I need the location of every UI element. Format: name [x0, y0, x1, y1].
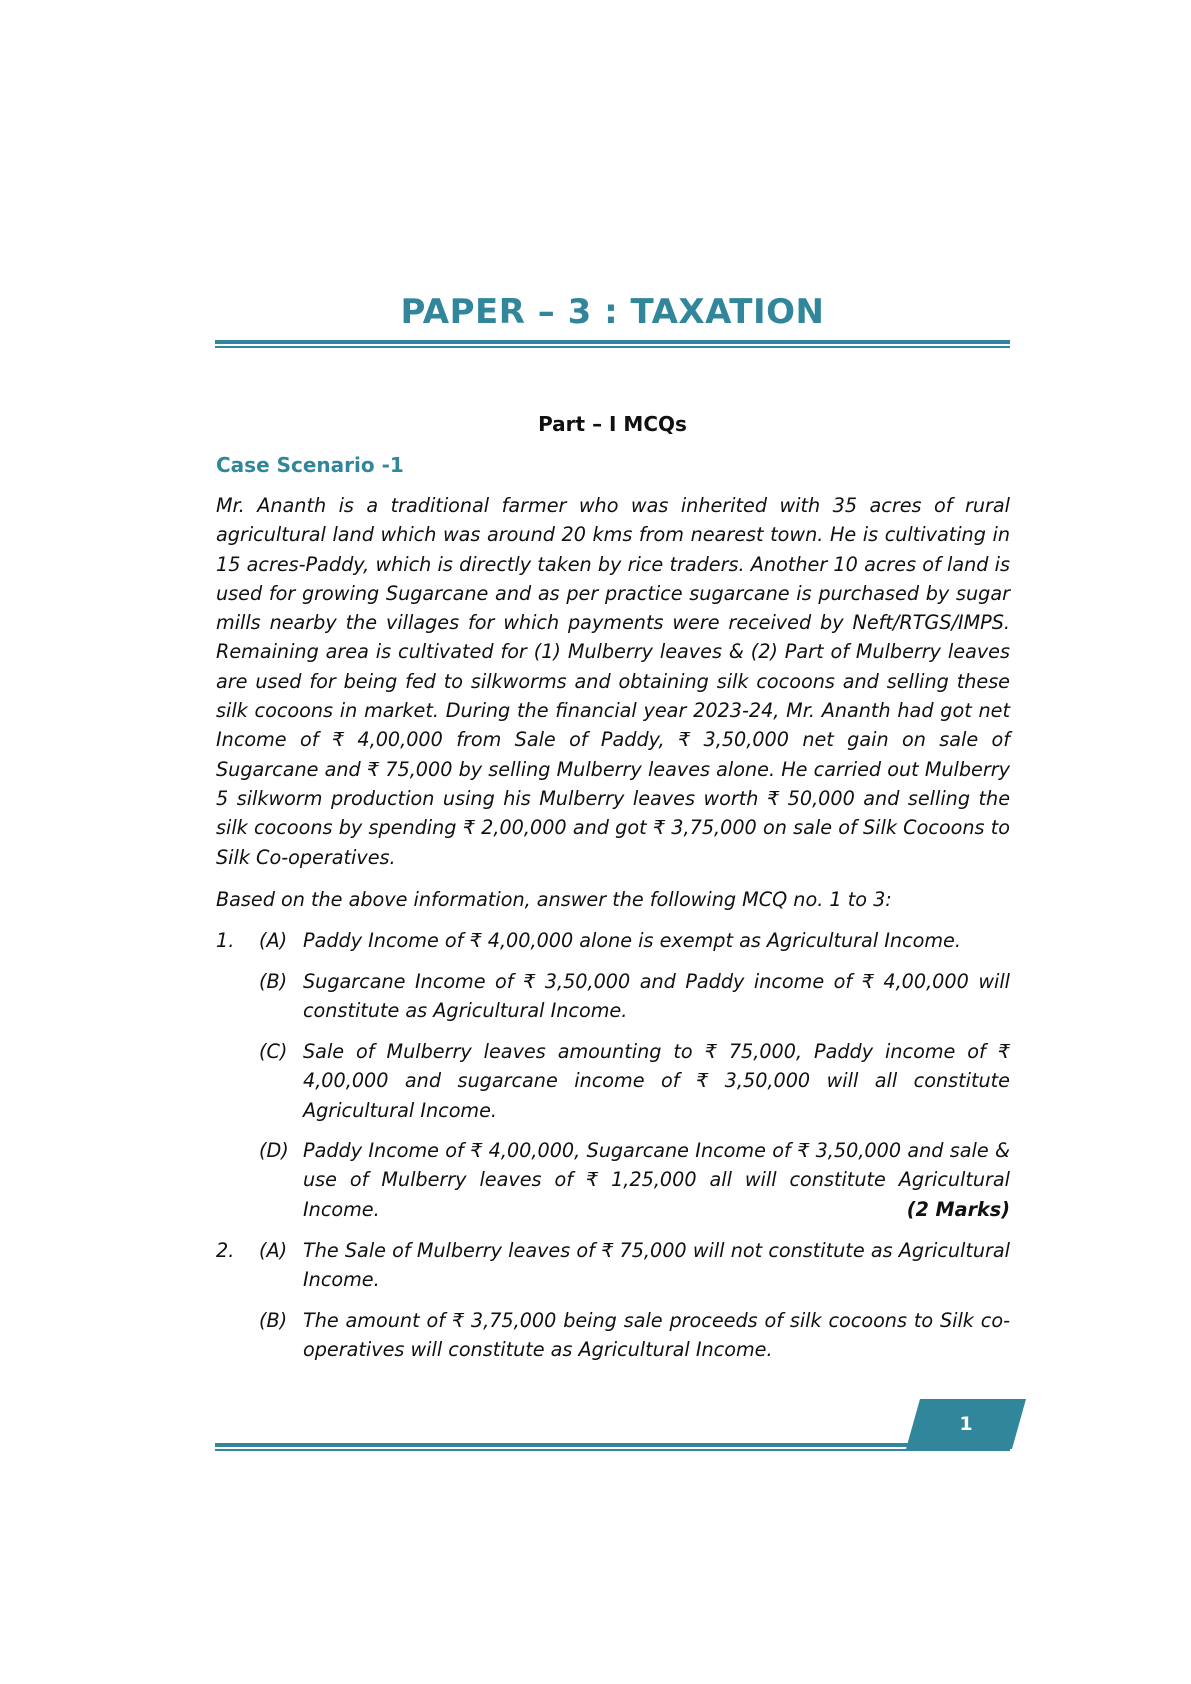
option-letter: (B)	[259, 1309, 288, 1332]
option-text: Paddy Income of ₹ 4,00,000, Sugarcane Income of ₹ 3,50,000 and sale & use of Mulberry leaves of ₹ 1,25,000 all will constitute Agricultural Income.	[303, 1139, 1010, 1221]
option-text: Sugarcane Income of ₹ 3,50,000 and Paddy income of ₹ 4,00,000 will constitute as Agricultural Income.	[303, 970, 1010, 1023]
option-letter: (A)	[259, 929, 288, 952]
question-number: 1.	[216, 929, 235, 952]
option-text: The amount of ₹ 3,75,000 being sale proceeds of silk cocoons to Silk co-operatives will constitute as Agricultural Income.	[303, 1309, 1010, 1362]
option-1c	[259, 1037, 1010, 1125]
option-text: Sale of Mulberry leaves amounting to ₹ 75,000, Paddy income of ₹ 4,00,000 and sugarcane income of ₹ 3,50,000 will all constitute Agricultural Income.	[303, 1040, 1010, 1122]
option-1d	[259, 1136, 1010, 1224]
marks-label: (2 Marks)	[906, 1197, 1010, 1221]
option-letter: (B)	[259, 970, 288, 993]
option-2b	[259, 1306, 1010, 1365]
mcq-instruction: Based on the above information, answer the following MCQ no. 1 to 3:	[216, 888, 892, 911]
question-number: 2.	[216, 1239, 235, 1262]
option-text: The Sale of Mulberry leaves of ₹ 75,000 will not constitute as Agricultural Income.	[303, 1239, 1010, 1292]
option-letter: (D)	[259, 1139, 289, 1162]
option-2a	[259, 1236, 1010, 1295]
option-letter: (C)	[259, 1040, 288, 1063]
case-scenario-heading: Case Scenario -1	[216, 453, 404, 477]
option-1a	[259, 926, 1010, 955]
option-text: Paddy Income of ₹ 4,00,000 alone is exempt as Agricultural Income.	[303, 929, 961, 952]
page-number: 1	[959, 1413, 973, 1435]
footer-rule-thin	[215, 1449, 1010, 1451]
option-text-with-marks	[303, 1136, 1010, 1224]
page-title: PAPER – 3 : TAXATION	[400, 292, 825, 332]
option-1b	[259, 967, 1010, 1026]
case-scenario-text: Mr. Ananth is a traditional farmer who was inherited with 35 acres of rural agricultural land which was around 20 kms from nearest town. He is cultivating in 15 acres-Paddy, which is directly taken by rice traders. Another 10 acres of land is used for growing Sugarcane and as per practice sugarcane is purchased by sugar mills nearby the villages for which payments were received by Neft/RTGS/IMPS. Remaining area is cultivated for (1) Mulberry leaves & (2) Part of Mulberry leaves are used for being fed to silkworms and obtaining silk cocoons and selling these silk cocoons in market. During the financial year 2023-24, Mr. Ananth had got net Income of ₹ 4,00,000 from Sale of Paddy, ₹ 3,50,000 net gain on sale of Sugarcane and ₹ 75,000 by selling Mulberry leaves alone. He carried out Mulberry 5 silkworm production using his Mulberry leaves worth ₹ 50,000 and selling the silk cocoons by spending ₹ 2,00,000 and got ₹ 3,75,000 on sale of Silk Cocoons to Silk Co-operatives.	[216, 494, 1010, 869]
title-underline	[215, 340, 1010, 344]
part-heading: Part – I MCQs	[538, 412, 687, 436]
footer-rule	[215, 1443, 1010, 1447]
option-letter: (A)	[259, 1239, 288, 1262]
title-underline-thin	[215, 346, 1010, 348]
